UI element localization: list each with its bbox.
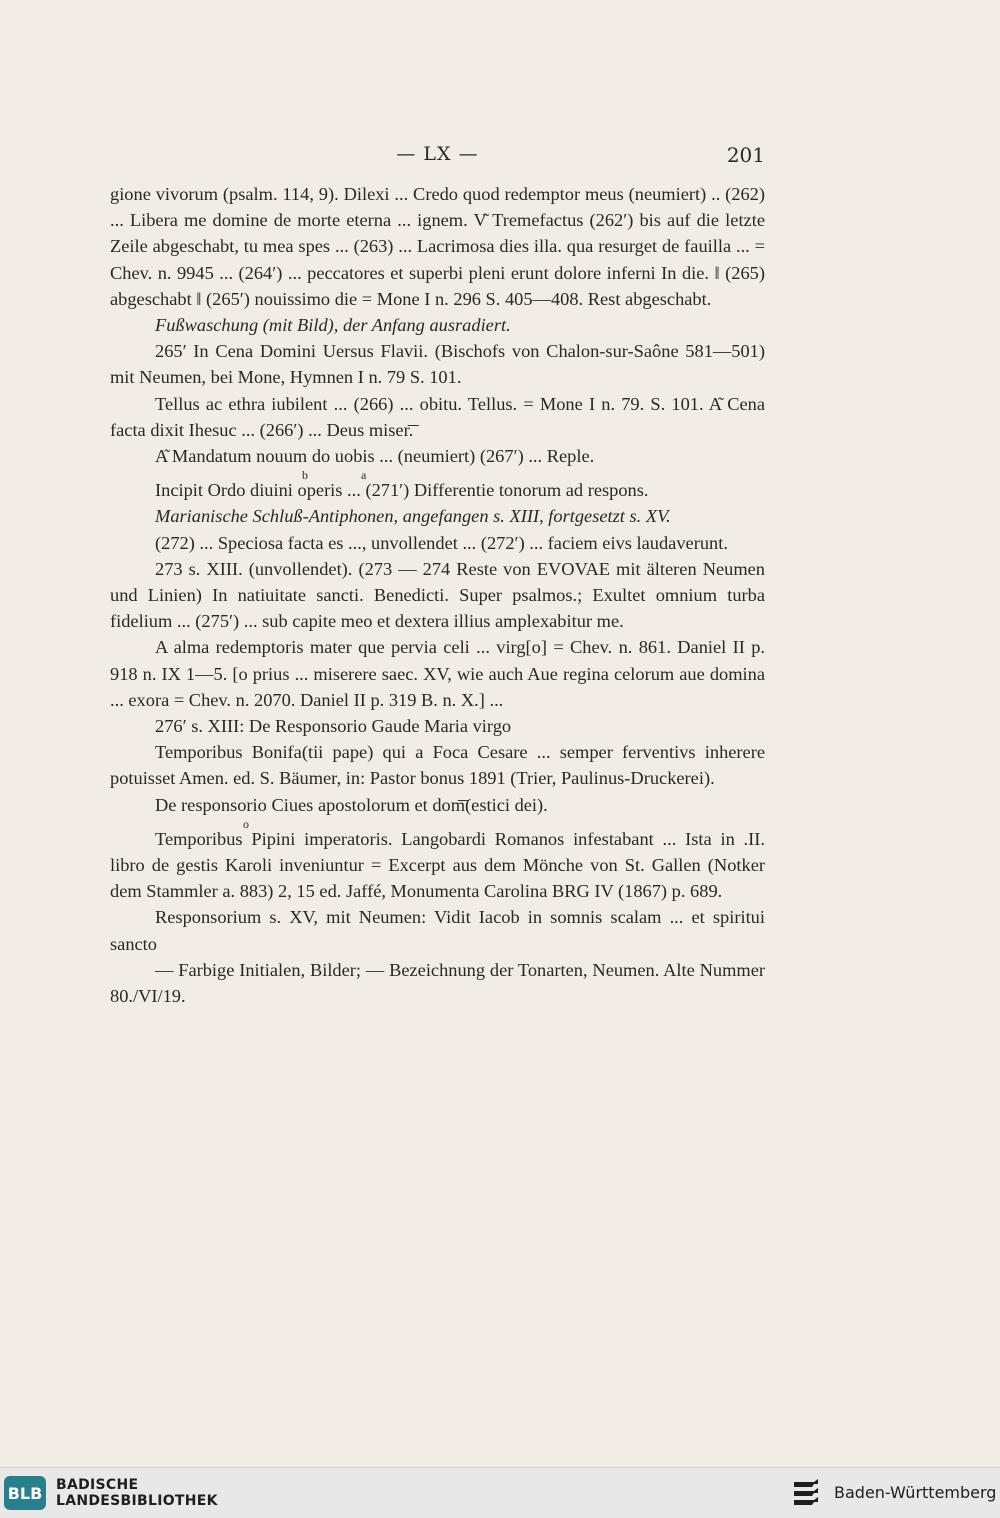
superscript-b: b [302, 468, 308, 483]
paragraph-10: A alma redemptoris mater que pervia celi ... virg[o] = Chev. n. 861. Daniel II p. 918 n. IX 1—5. [o prius ... miserere saec. XV, wie auch Aue regina celorum aue domina ... exora = Chev. n. 2070. Daniel II p. 319 B. n. X.] ... [110, 637, 765, 710]
paragraph-14: Temporibus Pipini imperatoris. Langobardi Romanos infestabant ... Ista in .II. libro de gestis Karoli inveniuntur = Excerpt aus dem Mönche von St. Gallen (Notker dem Stammler a. 883) 2, 15 ed. Jaffé, Monumenta Carolina BRG IV (1867) p. 689. [110, 828, 765, 902]
running-title: — LX — [396, 143, 479, 165]
superscript-letters-2 [155, 818, 765, 832]
paragraph-12: Temporibus Bonifa(tii pape) qui a Foca Cesare ... semper ferventivs inherere potuisset Amen. ed. S. Bäumer, in: Pastor bonus 1891 (Trier, Paulinus-Druckerei). [110, 742, 765, 789]
viewer-footer [0, 1467, 1000, 1518]
paragraph-4: Tellus ac ethra iubilent ... (266) ... obitu. Tellus. = Mone I n. 79. S. 101. A͂ Cena facta dixit Ihesuc ... (266′) ... Deus miser͞. [110, 393, 765, 440]
paragraph-6: Incipit Ordo diuini operis ... (271′) Differentie tonorum ad respons. [155, 480, 649, 501]
paragraph-2: Fußwaschung (mit Bild), der Anfang ausradiert. [155, 315, 511, 336]
paragraph-11: 276′ s. XIII: De Responsorio Gaude Maria virgo [155, 716, 512, 737]
superscript-letters [155, 469, 765, 483]
paragraph-8: (272) ... Speciosa facta es ..., unvollendet ... (272′) ... faciem eivs laudaverunt. [155, 532, 728, 553]
blb-logo[interactable]: BLB [4, 1476, 46, 1510]
paragraph-1: gione vivorum (psalm. 114, 9). Dilexi ... Credo quod redemptor meus (neumiert) .. (262) ... Libera me domine de morte eterna ... ignem. V͂ Tremefactus (262′) bis auf die letzte Zeile abgeschabt, tu mea spes ... (263) ... Lacrimosa dies illa. qua resurget de fauilla ... = Chev. n. 9945 ... (264′) ... peccatores et superbi pleni erunt dolore inferni In die. ‖ (265) abgeschabt ‖ (265′) nouissimo die = Mone I n. 296 S. 405—408. Rest abgeschabt. [110, 184, 765, 309]
blb-name-line2: LANDESBIBLIOTHEK [56, 1493, 218, 1509]
paragraph-15: Responsorium s. XV, mit Neumen: Vidit Iacob in somnis scalam ... et spiritui sancto [110, 907, 765, 954]
paragraph-13: De responsorio Ciues apostolorum et dom͞(estici dei). [155, 794, 548, 815]
body-text [110, 181, 765, 1009]
superscript-a: a [361, 468, 367, 483]
paragraph-3: 265′ In Cena Domini Uersus Flavii. (Bischofs von Chalon-sur-Saône 581—501) mit Neumen, bei Mone, Hymnen I n. 79 S. 101. [110, 341, 765, 388]
page-number: 201 [726, 143, 765, 167]
paragraph-16: — Farbige Initialen, Bilder; — Bezeichnung der Tonarten, Neumen. Alte Nummer 80./VI/19. [110, 959, 765, 1007]
page-header [110, 143, 765, 169]
paragraph-7: Marianische Schluß-Antiphonen, angefangen s. XIII, fortgesetzt s. XV. [155, 506, 671, 527]
superscript-o: o [243, 816, 249, 831]
blb-name[interactable] [56, 1477, 218, 1509]
bw-lions-icon [790, 1477, 824, 1509]
blb-name-line1: BADISCHE [56, 1477, 139, 1493]
bw-name[interactable]: Baden-Württemberg [834, 1483, 997, 1502]
paragraph-9: 273 s. XIII. (unvollendet). (273 — 274 Reste von EVOVAE mit älteren Neumen und Linien) In natiuitate sancti. Benedicti. Super psalmos.; Exultet omnium turba fidelium ... (275′) ... sub capite meo et dextera illius amplexabitur me. [110, 558, 765, 632]
paragraph-5: A͂ Mandatum nouum do uobis ... (neumiert) (267′) ... Reple. [155, 446, 595, 467]
